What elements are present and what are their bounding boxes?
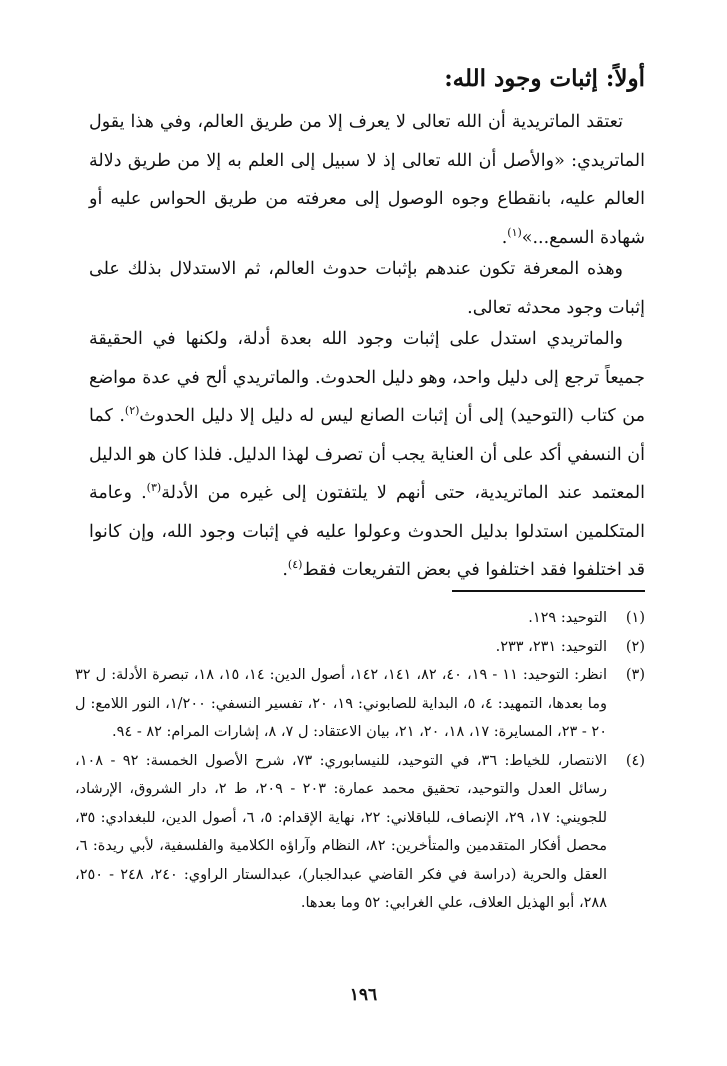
paragraph-2-text: وهذه المعرفة تكون عندهم بإثبات حدوث العالم، ثم الاستدلال بذلك على إثبات وجود محدثه تعالى. xyxy=(89,259,645,318)
footnote-ref-4[interactable]: (٤) xyxy=(287,558,303,572)
paragraph-3-text-b: . كما أن النسفي أكد على أن العناية يجب أن تصرف لهذا الدليل. فلذا كان هو الدليل المعتمد عند الماتريدية، حتى أنهم لا يلتفتون إلى غيره من الأدلة xyxy=(89,406,645,503)
footnote-text: انظر: التوحيد: ١١ - ١٩، ٤٠، ٨٢، ١٤١، ١٤٢، أصول الدين: ١٤، ١٥، ١٨، تبصرة الأدلة: ل ٣٢ وما بعدها، التمهيد: ٤، ٥، البداية للصابوني: ١٩، ٢٠، تفسير النسفي: ١/٢٠٠، النور اللامع: ل ٢٠ - ٢٣، المسايرة: ١٧، ١٨، ٢٠، ٢١، بيان الاعتقاد: ل ٧، ٨، إشارات المرام: ٨٢ - ٩٤. xyxy=(75,667,607,740)
paragraph-3 xyxy=(89,320,645,590)
paragraph-1 xyxy=(89,103,645,257)
footnote-2 xyxy=(75,633,645,662)
footnote-text: التوحيد: ٢٣١، ٢٣٣. xyxy=(495,638,607,655)
footnote-ref-2[interactable]: (٢) xyxy=(124,404,140,418)
footnote-divider xyxy=(452,590,645,592)
paragraph-1-tail: . xyxy=(501,227,508,248)
paragraph-3-text-a: والماتريدي استدل على إثبات وجود الله بعدة أدلة، ولكنها في الحقيقة جميعاً ترجع إلى دليل واحد، وهو دليل الحدوث. والماتريدي ألح في عدة مواضع من كتاب (التوحيد) إلى أن إثبات الصانع ليس له دليل إلا دليل الحدوث xyxy=(89,329,645,426)
footnote-text: التوحيد: ١٢٩. xyxy=(528,610,607,626)
paragraph-1-text: تعتقد الماتريدية أن الله تعالى لا يعرف إلا من طريق العالم، وفي هذا يقول الماتريدي: «والأصل أن الله تعالى إذ لا سبيل إلى العلم به إلا من طريق دلالة العالم عليه، بانقطاع وجوه الوصول إلى معرفته من طريق الحواس عليه أو شهادة السمع...» xyxy=(89,112,645,248)
paragraph-3-tail: . xyxy=(282,560,288,580)
footnotes-list xyxy=(75,604,645,918)
footnote-number: (٤) xyxy=(625,752,645,769)
footnote-ref-3[interactable]: (٣) xyxy=(146,481,162,495)
footnote-ref-1[interactable]: (١) xyxy=(507,225,522,239)
paragraph-3-text-c: . وعامة المتكلمين استدلوا بدليل الحدوث وعولوا عليه في إثبات وجود الله، وإن كانوا قد اختلفوا فقد اختلفوا في بعض التفريعات فقط xyxy=(89,483,645,580)
page-number: ١٩٦ xyxy=(349,985,378,1005)
footnote-number: (٢) xyxy=(625,638,645,655)
footnote-number: (٣) xyxy=(625,667,645,683)
section-heading: أولاً: إثبات وجود الله: xyxy=(444,65,645,92)
footnote-number: (١) xyxy=(625,610,645,626)
footnote-1 xyxy=(75,604,645,633)
footnote-4 xyxy=(75,747,645,918)
footnote-text: الانتصار، للخياط: ٣٦، في التوحيد، للنيسابوري: ٧٣، شرح الأصول الخمسة: ٩٢ - ١٠٨، رسائل العدل والتوحيد، تحقيق محمد عمارة: ٢٠٣ - ٢٠٩، ط ٢، دار الشروق، الإرشاد، للجويني: ١٧، ٢٩، الإنصاف، للباقلاني: ٢٢، نهاية الإقدام: ٥، ٦، أصول الدين، للبغدادي: ٣٥، محصل أفكار المتقدمين والمتأخرين: ٨٢، النظام وآراؤه الكلامية والفلسفية، لأبي ريدة: ٦، العقل والحرية (دراسة في فكر القاضي عبدالجبار)، عبدالستار الراوي: ٢٤٠، ٢٤٨ - ٢٥٠، ٢٨٨، أبو الهذيل العلاف، علي الغرابي: ٥٢ وما بعدها. xyxy=(75,752,607,911)
paragraph-2 xyxy=(89,250,645,327)
footnote-3 xyxy=(75,661,645,747)
